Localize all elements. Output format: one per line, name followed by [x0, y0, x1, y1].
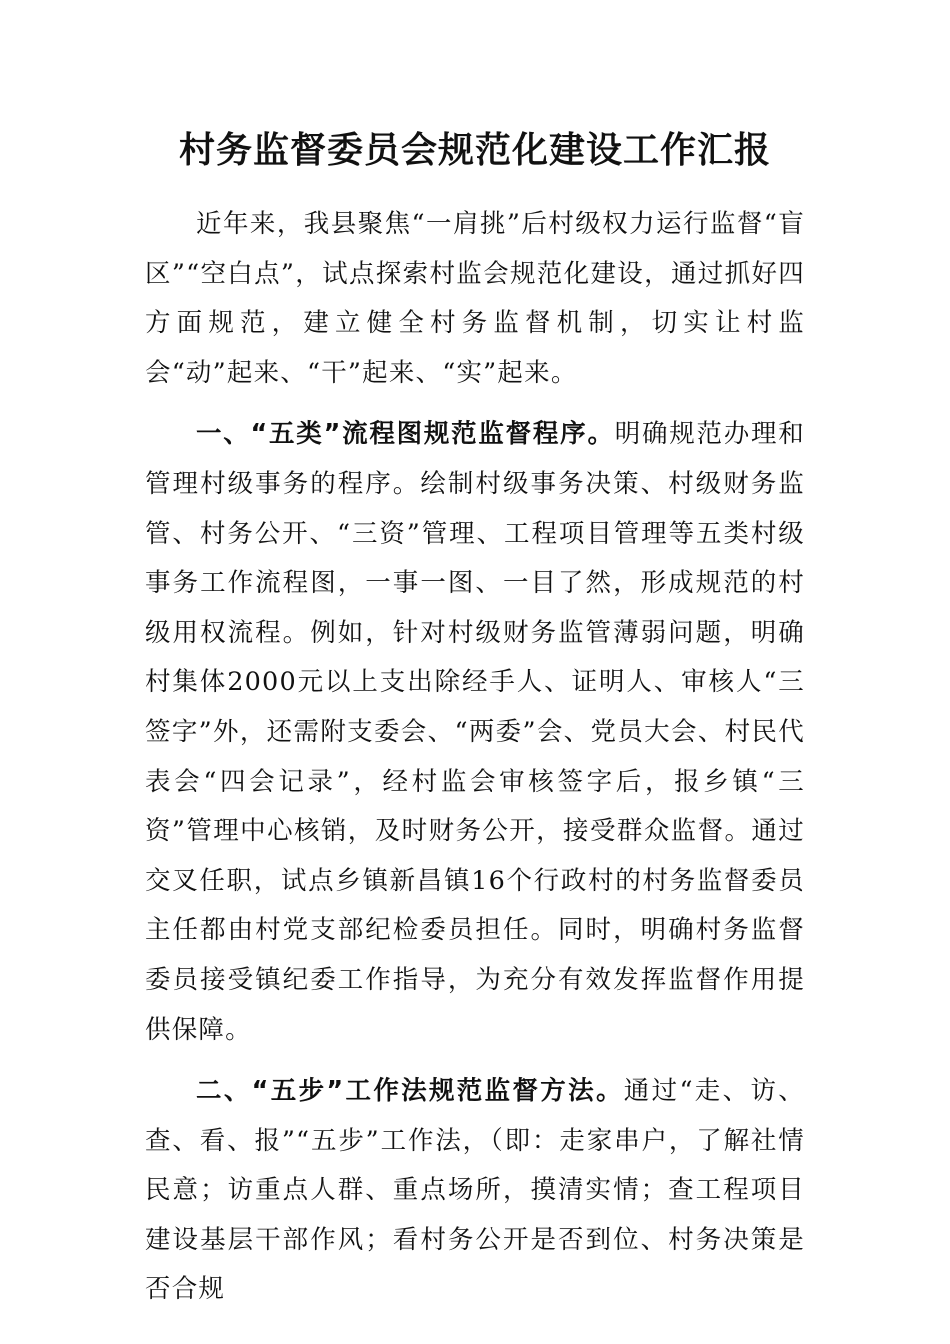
document-title: 村务监督委员会规范化建设工作汇报 — [178, 129, 771, 171]
section-heading-1: 一、“五类”流程图规范监督程序。 — [196, 419, 615, 450]
document-body — [145, 200, 805, 1315]
section-heading-2: 二、“五步”工作法规范监督方法。 — [196, 1076, 624, 1107]
section-paragraph-2 — [145, 1067, 805, 1315]
section-body-1: 明确规范办理和管理村级事务的程序。绘制村级事务决策、村级财务监管、村务公开、“三资”管理、工程项目管理等五类村级事务工作流程图，一事一图、一目了然，形成规范的村级用权流程。例如，针对村级财务监管薄弱问题，明确村集体2000元以上支出除经手人、证明人、审核人“三签字”外，还需附支委会、“两委”会、党员大会、村民代表会“四会记录”，经村监会审核签字后，报乡镇“三资”管理中心核销，及时财务公开，接受群众监督。通过交叉任职，试点乡镇新昌镇16个行政村的村务监督委员主任都由村党支部纪检委员担任。同时，明确村务监督委员接受镇纪委工作指导，为充分有效发挥监督作用提供保障。 — [145, 419, 805, 1045]
section-paragraph-1 — [145, 410, 805, 1055]
intro-paragraph: 近年来，我县聚焦“一肩挑”后村级权力运行监督“盲区”“空白点”，试点探索村监会规范化建设，通过抓好四方面规范，建立健全村务监督机制，切实让村监会“动”起来、“干”起来、“实”起来。 — [145, 209, 805, 388]
section-body-2: 通过“走、访、查、看、报”“五步”工作法，（即：走家串户，了解社情民意；访重点人群、重点场所，摸清实情；查工程项目建设基层干部作风；看村务公开是否到位、村务决策是否合规 — [145, 1076, 805, 1305]
